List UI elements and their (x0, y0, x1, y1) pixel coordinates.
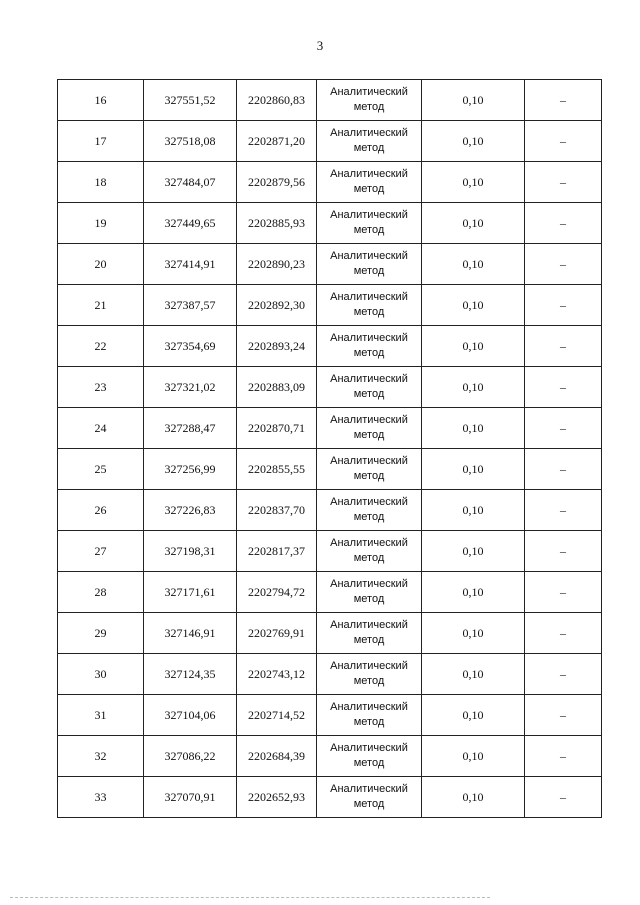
accuracy-cell: 0,10 (422, 572, 525, 613)
table-row (58, 449, 602, 490)
y-coordinate-cell: 2202860,83 (237, 80, 317, 121)
method-text: метод (353, 224, 385, 236)
y-coordinate-cell: 2202879,56 (237, 162, 317, 203)
method-text: метод (353, 716, 385, 728)
method-text: метод (353, 429, 385, 441)
method-text: Аналитический (330, 742, 408, 754)
x-coordinate-cell: 327086,22 (144, 736, 237, 777)
method-text: метод (353, 470, 385, 482)
method-text: Аналитический (330, 250, 408, 262)
point-number-cell: 20 (58, 244, 144, 285)
x-coordinate-cell: 327288,47 (144, 408, 237, 449)
method-cell (317, 203, 422, 244)
accuracy-cell: 0,10 (422, 203, 525, 244)
method-cell (317, 367, 422, 408)
table-row (58, 203, 602, 244)
note-cell: – (525, 203, 602, 244)
method-text: Аналитический (330, 455, 408, 467)
note-cell: – (525, 244, 602, 285)
method-cell (317, 572, 422, 613)
note-cell: – (525, 449, 602, 490)
y-coordinate-cell: 2202837,70 (237, 490, 317, 531)
note-cell: – (525, 531, 602, 572)
method-text: метод (353, 142, 385, 154)
y-coordinate-cell: 2202714,52 (237, 695, 317, 736)
method-text: Аналитический (330, 496, 408, 508)
note-cell: – (525, 326, 602, 367)
accuracy-cell: 0,10 (422, 367, 525, 408)
accuracy-cell: 0,10 (422, 162, 525, 203)
accuracy-cell: 0,10 (422, 449, 525, 490)
method-text: метод (353, 101, 385, 113)
table-row (58, 285, 602, 326)
note-cell: – (525, 654, 602, 695)
note-cell: – (525, 490, 602, 531)
method-text: Аналитический (330, 332, 408, 344)
accuracy-cell: 0,10 (422, 695, 525, 736)
method-text: Аналитический (330, 86, 408, 98)
note-cell: – (525, 121, 602, 162)
y-coordinate-cell: 2202817,37 (237, 531, 317, 572)
method-text: Аналитический (330, 783, 408, 795)
x-coordinate-cell: 327449,65 (144, 203, 237, 244)
x-coordinate-cell: 327387,57 (144, 285, 237, 326)
method-text: Аналитический (330, 168, 408, 180)
x-coordinate-cell: 327518,08 (144, 121, 237, 162)
x-coordinate-cell: 327104,06 (144, 695, 237, 736)
y-coordinate-cell: 2202871,20 (237, 121, 317, 162)
y-coordinate-cell: 2202890,23 (237, 244, 317, 285)
scan-edge-line (10, 897, 490, 898)
point-number-cell: 26 (58, 490, 144, 531)
x-coordinate-cell: 327171,61 (144, 572, 237, 613)
table-row (58, 531, 602, 572)
table-body (58, 80, 602, 818)
point-number-cell: 17 (58, 121, 144, 162)
accuracy-cell: 0,10 (422, 121, 525, 162)
accuracy-cell: 0,10 (422, 80, 525, 121)
y-coordinate-cell: 2202870,71 (237, 408, 317, 449)
table-row (58, 695, 602, 736)
method-text: Аналитический (330, 291, 408, 303)
note-cell: – (525, 736, 602, 777)
method-cell (317, 777, 422, 818)
method-text: Аналитический (330, 209, 408, 221)
method-text: Аналитический (330, 127, 408, 139)
method-cell (317, 285, 422, 326)
point-number-cell: 19 (58, 203, 144, 244)
table-row (58, 654, 602, 695)
method-cell (317, 695, 422, 736)
method-text: Аналитический (330, 373, 408, 385)
y-coordinate-cell: 2202855,55 (237, 449, 317, 490)
point-number-cell: 21 (58, 285, 144, 326)
accuracy-cell: 0,10 (422, 490, 525, 531)
method-cell (317, 531, 422, 572)
y-coordinate-cell: 2202794,72 (237, 572, 317, 613)
method-text: Аналитический (330, 578, 408, 590)
method-cell (317, 80, 422, 121)
note-cell: – (525, 572, 602, 613)
method-text: метод (353, 593, 385, 605)
table-row (58, 162, 602, 203)
point-number-cell: 16 (58, 80, 144, 121)
point-number-cell: 31 (58, 695, 144, 736)
accuracy-cell: 0,10 (422, 408, 525, 449)
method-text: Аналитический (330, 537, 408, 549)
x-coordinate-cell: 327256,99 (144, 449, 237, 490)
note-cell: – (525, 613, 602, 654)
page-number: 3 (316, 38, 324, 53)
x-coordinate-cell: 327354,69 (144, 326, 237, 367)
method-cell (317, 654, 422, 695)
note-cell: – (525, 695, 602, 736)
point-number-cell: 30 (58, 654, 144, 695)
method-cell (317, 326, 422, 367)
note-cell: – (525, 408, 602, 449)
accuracy-cell: 0,10 (422, 654, 525, 695)
point-number-cell: 18 (58, 162, 144, 203)
y-coordinate-cell: 2202652,93 (237, 777, 317, 818)
method-text: метод (353, 511, 385, 523)
note-cell: – (525, 367, 602, 408)
method-cell (317, 490, 422, 531)
y-coordinate-cell: 2202885,93 (237, 203, 317, 244)
note-cell: – (525, 80, 602, 121)
table-row (58, 121, 602, 162)
table-row (58, 613, 602, 654)
method-text: Аналитический (330, 701, 408, 713)
point-number-cell: 29 (58, 613, 144, 654)
method-text: Аналитический (330, 619, 408, 631)
method-cell (317, 162, 422, 203)
method-text: метод (353, 634, 385, 646)
x-coordinate-cell: 327484,07 (144, 162, 237, 203)
y-coordinate-cell: 2202769,91 (237, 613, 317, 654)
table-row (58, 572, 602, 613)
table-row (58, 490, 602, 531)
accuracy-cell: 0,10 (422, 736, 525, 777)
method-cell (317, 244, 422, 285)
accuracy-cell: 0,10 (422, 531, 525, 572)
accuracy-cell: 0,10 (422, 244, 525, 285)
y-coordinate-cell: 2202743,12 (237, 654, 317, 695)
coordinates-table (57, 79, 602, 818)
method-cell (317, 449, 422, 490)
x-coordinate-cell: 327124,35 (144, 654, 237, 695)
point-number-cell: 28 (58, 572, 144, 613)
y-coordinate-cell: 2202893,24 (237, 326, 317, 367)
method-text: метод (353, 388, 385, 400)
x-coordinate-cell: 327226,83 (144, 490, 237, 531)
x-coordinate-cell: 327198,31 (144, 531, 237, 572)
point-number-cell: 23 (58, 367, 144, 408)
x-coordinate-cell: 327070,91 (144, 777, 237, 818)
x-coordinate-cell: 327551,52 (144, 80, 237, 121)
point-number-cell: 32 (58, 736, 144, 777)
x-coordinate-cell: 327321,02 (144, 367, 237, 408)
method-cell (317, 613, 422, 654)
method-text: метод (353, 798, 385, 810)
method-text: Аналитический (330, 414, 408, 426)
point-number-cell: 27 (58, 531, 144, 572)
method-text: метод (353, 347, 385, 359)
note-cell: – (525, 777, 602, 818)
y-coordinate-cell: 2202684,39 (237, 736, 317, 777)
table-row (58, 80, 602, 121)
method-text: метод (353, 265, 385, 277)
method-text: метод (353, 183, 385, 195)
x-coordinate-cell: 327146,91 (144, 613, 237, 654)
accuracy-cell: 0,10 (422, 613, 525, 654)
method-cell (317, 121, 422, 162)
y-coordinate-cell: 2202883,09 (237, 367, 317, 408)
point-number-cell: 24 (58, 408, 144, 449)
table-row (58, 367, 602, 408)
note-cell: – (525, 162, 602, 203)
x-coordinate-cell: 327414,91 (144, 244, 237, 285)
method-text: метод (353, 552, 385, 564)
accuracy-cell: 0,10 (422, 326, 525, 367)
method-cell (317, 736, 422, 777)
table-row (58, 326, 602, 367)
point-number-cell: 25 (58, 449, 144, 490)
accuracy-cell: 0,10 (422, 777, 525, 818)
point-number-cell: 33 (58, 777, 144, 818)
method-text: метод (353, 675, 385, 687)
table-row (58, 408, 602, 449)
table-row (58, 244, 602, 285)
point-number-cell: 22 (58, 326, 144, 367)
method-text: метод (353, 757, 385, 769)
method-cell (317, 408, 422, 449)
table-row (58, 777, 602, 818)
y-coordinate-cell: 2202892,30 (237, 285, 317, 326)
note-cell: – (525, 285, 602, 326)
method-text: метод (353, 306, 385, 318)
accuracy-cell: 0,10 (422, 285, 525, 326)
method-text: Аналитический (330, 660, 408, 672)
table-row (58, 736, 602, 777)
